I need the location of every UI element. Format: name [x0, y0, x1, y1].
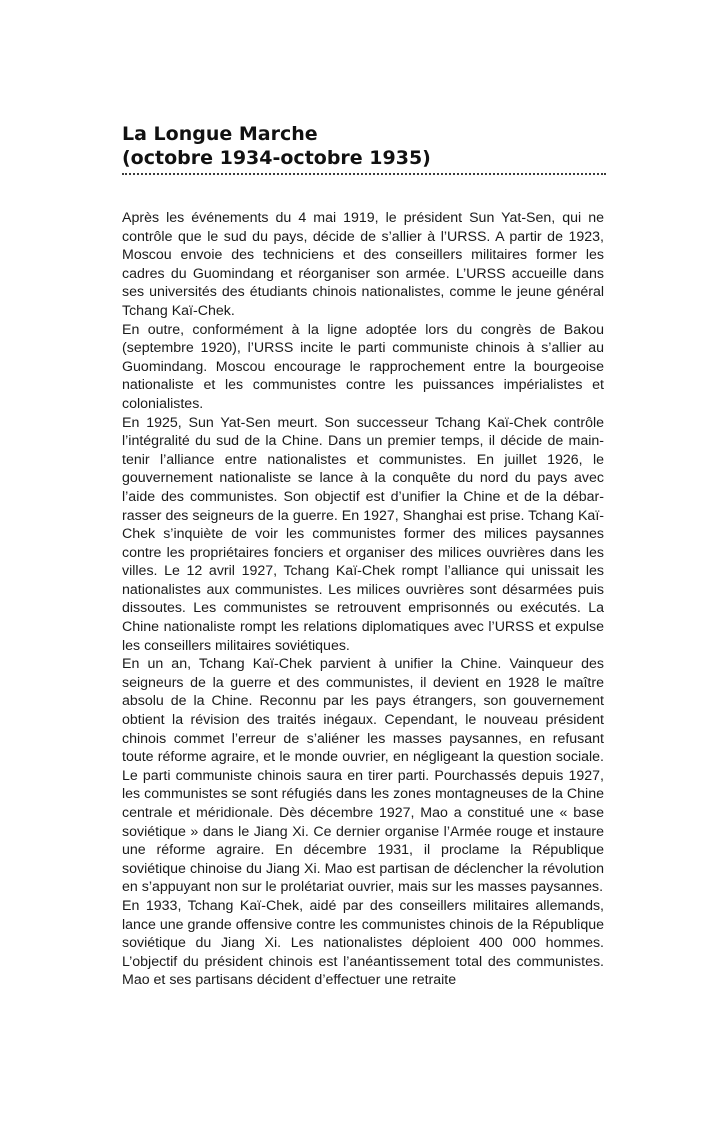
paragraph-1: Après les événements du 4 mai 1919, le président Sun Yat-Sen, qui ne contrôle que le sud du pays, décide de s’allier à l’URSS. A partir de 1923, Moscou envoie des techniciens et des conseillers militaires former les cadres du Guomindang et réorganiser son armée. L’URSS accueille dans ses universités des étudiants chinois nationalistes, comme le jeune général Tchang Kaï-Chek. [122, 210, 604, 319]
chapter-title-line-1: La Longue Marche [122, 123, 318, 145]
paragraph-2: En outre, conformément à la ligne adoptée lors du congrès de Bakou (septembre 1920), l’URSS incite le parti communiste chinois à s’allier au Guomindang. Moscou encourage le rapprochement entre la bourgeoise nationaliste et les communistes contre les puissances impérialistes et colonialistes. [122, 321, 604, 412]
paragraph-5: En 1933, Tchang Kaï-Chek, aidé par des conseillers militaires allemands, lance une grande offensive contre les communistes chinois de la République soviétique du Jiang Xi. Les nationalistes déploient 400 000 hommes. L’objectif du président chinois est l’anéantissement total des communistes. Mao et ses partisans décident d’effectuer une retraite [122, 897, 604, 989]
chapter-title-line-2: (octobre 1934-octobre 1935) [122, 147, 431, 169]
body-text [122, 209, 604, 990]
paragraph-4: En un an, Tchang Kaï-Chek parvient à unifier la Chine. Vainqueur des seigneurs de la guerre et des communistes, il devient en 1928 le maître absolu de la Chine. Reconnu par les pays étrangers, son gouvernement obtient la révision des traités inégaux. Cependant, le nouveau président chinois commet l’erreur de s’aliéner les masses paysannes, en refusant toute réforme agraire, et le monde ouvrier, en négligeant la question sociale. Le parti communiste chinois saura en tirer parti. Pourchassés depuis 1927, les communistes se sont réfugiés dans les zones montagneuses de la Chine centrale et méridionale. Dès décembre 1927, Mao a constitué une « base soviétique » dans le Jiang Xi. Ce dernier organise l’Armée rouge et instaure une réforme agraire. En décembre 1931, il proclame la République soviétique chinoise du Jiang Xi. Mao est partisan de déclencher la révolution en s’appuyant non sur le prolétariat ouvrier, mais sur les masses paysannes. [122, 656, 604, 896]
paragraph-3: En 1925, Sun Yat-Sen meurt. Son successeur Tchang Kaï-Chek contrôle l’intégralité du sud de la Chine. Dans un premier temps, il décide de maintenir l’alliance entre nationalistes et communistes. En juillet 1926, le gouvernement nationaliste se lance à la conquête du nord du pays avec l’aide des communistes. Son objectif est d’unifier la Chine et de la débarrasser des seigneurs de la guerre. En 1927, Shanghai est prise. Tchang Kaï-Chek s’inquiète de voir les communistes former des milices paysannes contre les propriétaires fonciers et organiser des milices ouvrières dans les villes. Le 12 avril 1927, Tchang Kaï-Chek rompt l’alliance qui unissait les nationalistes aux communistes. Les milices ouvrières sont désarmées puis dissoutes. Les communistes se retrouvent emprisonnés ou exécutés. La Chine nationaliste rompt les relations diplomatiques avec l’URSS et expulse les conseillers militaires soviétiques. [122, 414, 604, 654]
chapter-title [122, 122, 606, 175]
